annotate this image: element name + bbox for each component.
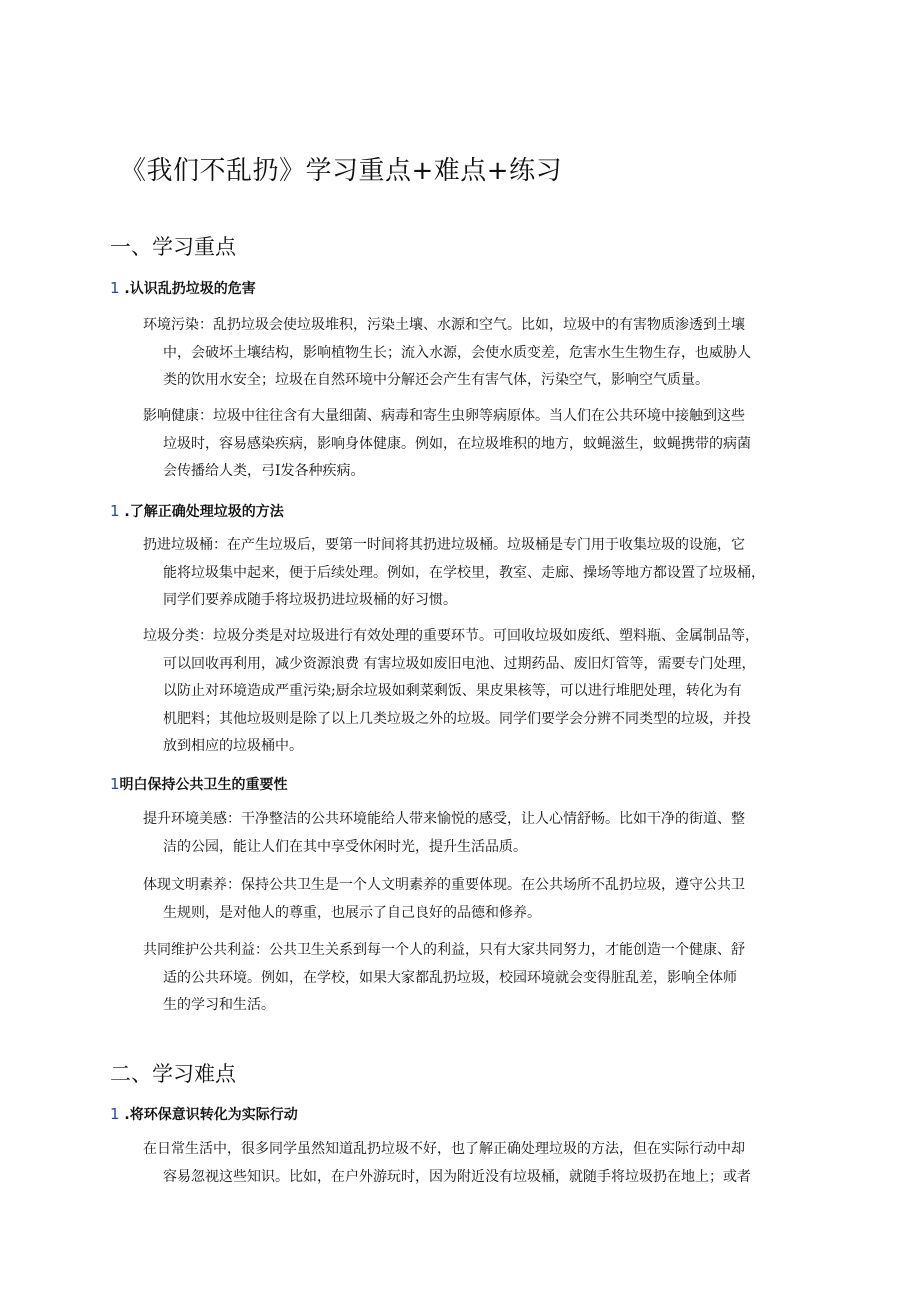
paragraph-awareness-to-action <box>143 1136 815 1191</box>
text-line: 可以回收再利用，减少资源浪费 有害垃圾如废旧电池、过期药品、废旧灯管等，需要专门处理， <box>163 655 756 672</box>
text-line: 机肥料；其他垃圾则是除了以上几类垃圾之外的垃圾。同学们要学会分辨不同类型的垃圾，并投 <box>163 710 751 727</box>
paragraph-environment-beauty <box>143 806 815 861</box>
paragraph-trash-bin <box>143 532 815 615</box>
section-heading-key-points: 一、学习重点 <box>110 235 236 259</box>
text-line: 以防止对环境造成严重污染;厨余垃圾如剩菜剩饭、果皮果核等，可以进行堆肥处理，转化为有 <box>163 683 742 699</box>
paragraph-public-interest <box>143 937 815 1020</box>
section-heading-difficulties: 二、学习难点 <box>110 1062 236 1086</box>
sub-heading-label: 明白保持公共卫生的重要性 <box>119 777 288 793</box>
text-line: 洁的公园，能让人们在其中享受休闲时光，提升生活品质。 <box>163 838 527 855</box>
item-number: 1 <box>110 279 120 297</box>
text-line: 会传播给人类，弓I发各种疾病。 <box>163 463 365 479</box>
text-line: 扔进垃圾桶：在产生垃圾后，要第一时间将其扔进垃圾桶。垃圾桶是专门用于收集垃圾的设施，它 <box>143 537 745 553</box>
text-line: 放到相应的垃圾桶中。 <box>163 738 303 754</box>
item-number: 1 <box>110 502 120 520</box>
text-line: 生规则，是对他人的尊重，也展示了自己良好的品德和修养。 <box>163 904 541 921</box>
text-line: 中，会破坏土壤结构，影响植物生长；流入水源，会使水质变差，危害水生生物生存，也威胁人 <box>163 344 751 361</box>
text-line: 提升环境美感：干净整洁的公共环境能给人带来愉悦的感受，让人心情舒畅。比如干净的街道、整 <box>143 811 745 827</box>
sub-heading-public-hygiene <box>110 774 288 794</box>
text-line: 能将垃圾集中起来，便于后续处理。例如，在学校里，教室、走廊、操场等地方都设置了垃圾桶， <box>163 564 765 581</box>
text-line: 垃圾分类：垃圾分类是对垃圾进行有效处理的重要环节。可回收垃圾如废纸、塑料瓶、金属制品等， <box>143 628 759 644</box>
text-line: 体现文明素养：保持公共卫生是一个人文明素养的重要体现。在公共场所不乱扔垃圾，遵守公共卫 <box>143 877 745 893</box>
paragraph-environment-pollution <box>143 312 815 395</box>
text-line: 类的饮用水安全；垃圾在自然环境中分解还会产生有害气体，污染空气，影响空气质量。 <box>163 372 709 388</box>
item-number: 1 <box>110 775 120 793</box>
text-line: 影响健康：垃圾中往往含有大量细菌、病毒和寄生虫卵等病原体。当人们在公共环境中接触到这些 <box>143 408 745 424</box>
text-line: 共同维护公共利益：公共卫生关系到每一个人的利益，只有大家共同努力，才能创造一个健康、舒 <box>143 942 745 958</box>
sub-heading-disposal-methods <box>110 501 284 521</box>
text-line: 适的公共环境。例如，在学校，如果大家都乱扔垃圾，校园环境就会变得脏乱差，影响全体师 <box>163 969 737 986</box>
sub-heading-action <box>110 1104 298 1124</box>
text-line: 在日常生活中，很多同学虽然知道乱扔垃圾不好，也了解正确处理垃圾的方法，但在实际行动中却 <box>143 1141 745 1157</box>
item-number: 1 <box>110 1105 120 1123</box>
paragraph-civility <box>143 872 815 927</box>
sub-heading-label: .认识乱扔垃圾的危害 <box>119 281 256 297</box>
paragraph-health-impact <box>143 403 815 486</box>
text-line: 生的学习和生活。 <box>163 997 275 1013</box>
paragraph-garbage-sorting <box>143 623 815 761</box>
sub-heading-label: .了解正确处理垃圾的方法 <box>119 504 284 520</box>
text-line: 垃圾时，容易感染疾病，影响身体健康。例如，在垃圾堆积的地方，蚊蝇滋生，蚊蝇携带的病菌 <box>163 435 751 452</box>
text-line: 容易忽视这些知识。比如，在户外游玩时，因为附近没有垃圾桶，就随手将垃圾扔在地上；或者 <box>163 1168 751 1185</box>
sub-heading-label: .将环保意识转化为实际行动 <box>119 1107 298 1123</box>
document-title: 《我们不乱扔》学习重点+难点+练习 <box>120 156 563 186</box>
text-line: 环境污染：乱扔垃圾会使垃圾堆积，污染土壤、水源和空气。比如，垃圾中的有害物质渗透到土壤 <box>143 317 745 333</box>
text-line: 同学们要养成随手将垃圾扔进垃圾桶的好习惯。 <box>163 592 457 608</box>
sub-heading-dangers <box>110 278 256 298</box>
